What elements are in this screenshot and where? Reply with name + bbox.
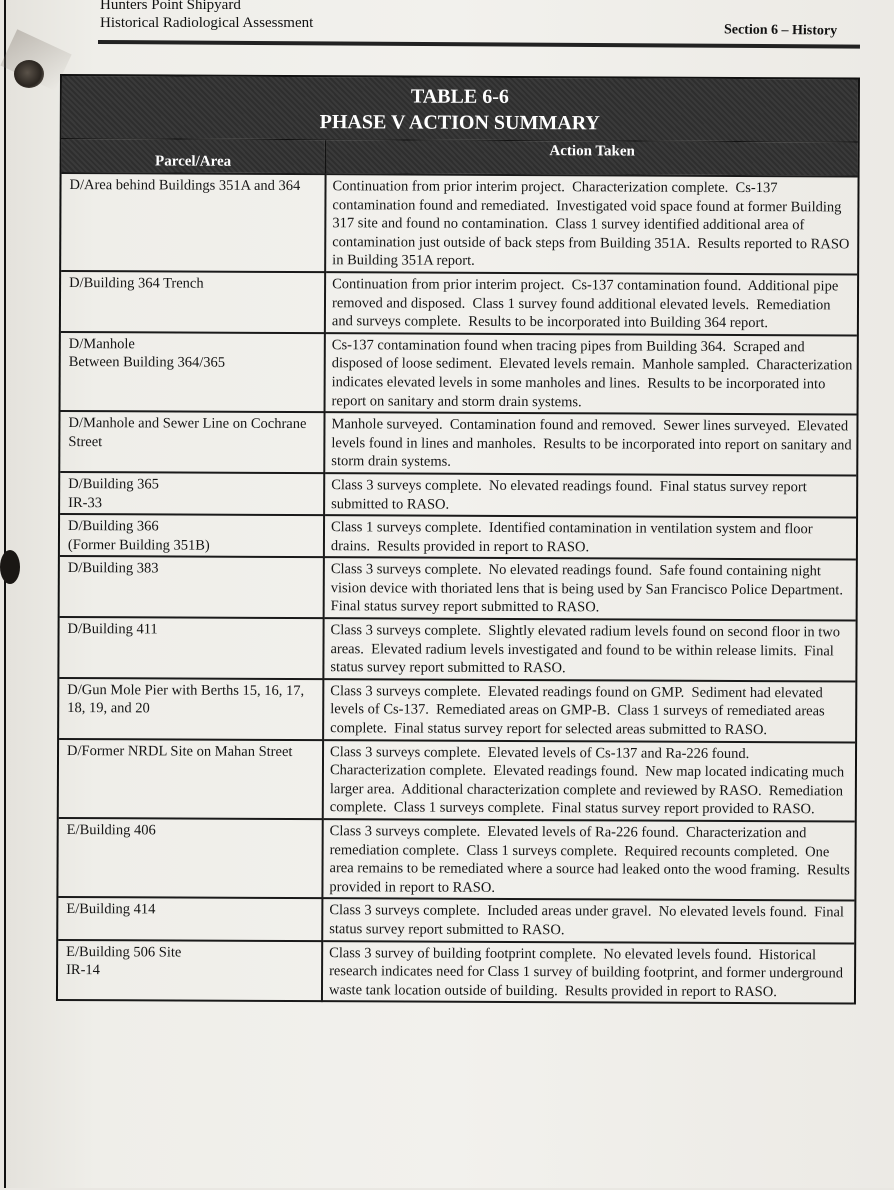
table-cell-action: Class 3 survey of building footprint complete. No elevated levels found. Historical research indicates need for Class 1 survey of building footprint, and former underground waste tank location outside of building. Results provided in report to RASO. [323, 940, 854, 1005]
table-cell-action: Class 3 surveys complete. Elevated levels of Cs-137 and Ra-226 found. Characterization complete. Elevated readings found. New map located indicating much larger area. Additional characterization complete and reviewed by RASO. Remediation complete. Class 1 surveys complete. Final status survey report provided to RASO. [324, 739, 855, 821]
table-cell-action: Class 3 surveys complete. No elevated readings found. Final status survey report submitted to RASO. [325, 472, 856, 517]
table-cell-parcel: D/Manhole and Sewer Line on Cochrane Street [60, 410, 325, 472]
header-section-label: Section 6 – History [723, 22, 838, 39]
table-cell-parcel: D/Gun Mole Pier with Berths 15, 16, 17, 18, 19, and 20 [59, 677, 324, 739]
table-number: TABLE 6-6 [410, 85, 509, 108]
binder-hole-icon [0, 550, 20, 584]
running-header [100, 0, 313, 32]
table-cell-parcel: D/Area behind Buildings 351A and 364 [61, 172, 326, 271]
table-cell-action: Class 3 surveys complete. No elevated readings found. Safe found containing night vision device with thoriated lens that is being used by San Francisco Police Department. Final status survey report submitted to RASO. [325, 556, 856, 619]
table-cell-action: Class 3 surveys complete. Elevated levels of Ra-226 found. Characterization and remediation complete. Class 1 surveys complete. Required recounts completed. One area remains to be remediated where a source had leaked onto the wood framing. Results provided in report to RASO. [323, 818, 854, 900]
table-cell-parcel: E/Building 406 [58, 817, 323, 898]
column-header-parcel [62, 139, 327, 173]
column-header-label: Parcel/Area [155, 153, 232, 170]
table-cell-action: Class 3 surveys complete. Included areas under gravel. No elevated levels found. Final status survey report submitted to RASO. [323, 898, 854, 943]
column-header-label: Action Taken [549, 143, 635, 160]
column-header-action [327, 140, 858, 175]
table-cell-parcel: D/Manhole Between Building 364/365 [61, 331, 326, 412]
table-cell-action: Class 3 surveys complete. Slightly elevated radium levels found on second floor in two areas. Elevated radium levels investigated and found to be within release limits. Final status survey report submitted to RASO. [324, 617, 855, 680]
table-cell-parcel: D/Former NRDL Site on Mahan Street [59, 738, 324, 819]
table-cell-action: Class 1 surveys complete. Identified contamination in ventilation system and floor drains. Results provided in report to RASO. [325, 514, 856, 559]
table-cell-action: Class 3 surveys complete. Elevated readings found on GMP. Sediment had elevated levels of Cs-137. Remediated areas on GMP-B. Class 1 surveys of remediated areas complete. Final status survey report for selected areas submitted to RASO. [324, 678, 855, 741]
table-grid [56, 139, 860, 1005]
table-cell-action: Cs-137 contamination found when tracing pipes from Building 364. Scraped and disposed of loose sediment. Elevated levels remain. Manhole sampled. Characterization indicates elevated levels in some manholes and lines. Results to be incorporated into report on sanitary and storm drain systems. [326, 332, 857, 414]
header-project-name: Hunters Point Shipyard [100, 0, 241, 13]
header-document-name: Historical Radiological Assessment [100, 15, 314, 31]
binder-hole-icon [14, 60, 44, 88]
table-cell-parcel: E/Building 506 Site IR-14 [58, 939, 323, 1003]
action-summary-table [56, 74, 860, 1005]
table-cell-parcel: D/Building 411 [59, 616, 324, 678]
table-cell-parcel: D/Building 365 IR-33 [60, 471, 325, 514]
table-cell-parcel: D/Building 383 [60, 555, 325, 617]
table-cell-parcel: E/Building 414 [58, 896, 323, 939]
table-cell-parcel: D/Building 366 (Former Building 351B) [60, 513, 325, 556]
table-title: PHASE V ACTION SUMMARY [319, 111, 600, 135]
table-cell-parcel: D/Building 364 Trench [61, 270, 326, 332]
table-cell-action: Continuation from prior interim project. Characterization complete. Cs-137 contamination found and remediated. Investigated void space found at former Building 317 site and found no contamination. Class 1 survey identified additional area of contamination just outside of back steps from Building 351A. Results reported to RASO in Building 351A report. [326, 173, 857, 273]
table-cell-action: Continuation from prior interim project. Cs-137 contamination found. Additional pipe removed and disposed. Class 1 survey found additional elevated levels. Remediation and surveys complete. Results to be incorporated into Building 364 report. [326, 271, 857, 334]
table-cell-action: Manhole surveyed. Contamination found and removed. Sewer lines surveyed. Elevated levels found in lines and manholes. Results to be incorporated into report on sanitary and storm drain systems. [325, 411, 856, 474]
table-title-band [60, 74, 860, 142]
